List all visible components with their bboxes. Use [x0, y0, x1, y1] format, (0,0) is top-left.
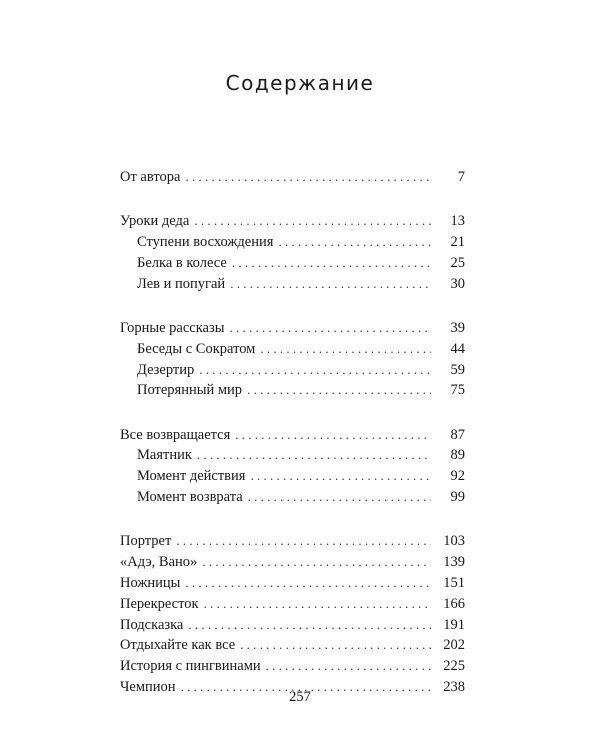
toc-subentry[interactable] [120, 339, 465, 360]
toc-entry-title: Горные рассказы [120, 319, 225, 336]
toc-entry[interactable] [120, 425, 465, 446]
toc-section-author [120, 167, 465, 188]
toc-entry-title: От автора [120, 169, 181, 185]
toc-entry-page: 7 [457, 169, 465, 185]
toc-entry-page: 151 [443, 574, 465, 591]
toc-entry-title: Чемпион [120, 678, 176, 695]
toc-entry[interactable] [120, 531, 465, 552]
dot-leader [185, 573, 431, 594]
toc-entry-title: Момент возврата [137, 489, 243, 506]
toc-entry-title: Дезертир [137, 361, 195, 378]
dot-leader [250, 466, 431, 487]
toc-entry-page: 166 [443, 595, 465, 612]
toc-entry-title: Белка в колесе [137, 254, 227, 271]
dot-leader [199, 360, 431, 381]
toc-entry-title: Уроки деда [120, 213, 190, 230]
toc-section-stories [120, 531, 465, 697]
toc-entry-page: 191 [443, 616, 465, 633]
toc-entry[interactable] [120, 635, 465, 656]
dot-leader [240, 635, 431, 656]
toc-subentry[interactable] [120, 466, 465, 487]
toc-subentry[interactable] [120, 274, 465, 295]
dot-leader [197, 445, 431, 466]
toc-entry-page: 89 [450, 447, 465, 464]
toc-entry-page: 13 [450, 213, 465, 230]
dot-leader [247, 380, 431, 401]
toc-entry-page: 87 [450, 426, 465, 443]
toc-entry-page: 92 [450, 468, 465, 485]
toc-entry-page: 103 [443, 533, 465, 550]
toc-subentry[interactable] [120, 360, 465, 381]
dot-leader [229, 318, 431, 339]
toc-entry-title: Потерянный мир [137, 382, 243, 399]
toc-entry-title: Перекресток [120, 595, 199, 612]
toc-section-everything-returns [120, 425, 465, 508]
dot-leader [266, 656, 431, 677]
toc-entry[interactable] [120, 318, 465, 339]
toc-entry-title: «Адэ, Вано» [120, 554, 198, 571]
toc-entry-title: Ступени восхождения [137, 234, 274, 251]
toc-entry[interactable] [120, 211, 465, 232]
toc-subentry[interactable] [120, 445, 465, 466]
toc-entry-title: Подсказка [120, 616, 184, 633]
toc-entry-title: Отдыхайте как все [120, 637, 236, 654]
toc-entry[interactable] [120, 656, 465, 677]
toc-entry[interactable] [120, 594, 465, 615]
dot-leader [232, 253, 431, 274]
toc-entry-page: 44 [450, 340, 465, 357]
toc-entry-page: 238 [443, 678, 465, 695]
dot-leader [185, 167, 431, 188]
toc-section-grandfather-lessons [120, 211, 465, 294]
toc-subentry[interactable] [120, 232, 465, 253]
toc-entry-title: Портрет [120, 533, 172, 550]
toc-entry-title: Маятник [137, 447, 192, 464]
toc-entry-title: Лев и попугай [137, 275, 226, 292]
toc-entry-title: Ножницы [120, 574, 181, 591]
toc-entry-page: 99 [450, 489, 465, 506]
toc-section-mountain-stories [120, 318, 465, 401]
toc-entry-title: Беседы с Сократом [137, 340, 256, 357]
dot-leader [202, 552, 431, 573]
toc-entry-title: Все возвращается [120, 426, 231, 443]
toc-subentry[interactable] [120, 487, 465, 508]
toc-entry-page: 202 [443, 637, 465, 654]
dot-leader [235, 425, 431, 446]
dot-leader [188, 615, 431, 636]
dot-leader [278, 232, 431, 253]
toc-entry-page: 59 [450, 361, 465, 378]
dot-leader [194, 211, 431, 232]
toc-entry[interactable] [120, 167, 465, 188]
toc-entry[interactable] [120, 573, 465, 594]
dot-leader [204, 594, 431, 615]
toc-entry[interactable] [120, 552, 465, 573]
dot-leader [176, 531, 431, 552]
toc-entry-page: 139 [443, 554, 465, 571]
toc-entry[interactable] [120, 615, 465, 636]
toc-entry-page: 30 [450, 275, 465, 292]
toc-subentry[interactable] [120, 380, 465, 401]
toc-entry-page: 75 [450, 382, 465, 399]
toc-entry-page: 25 [450, 254, 465, 271]
dot-leader [230, 274, 431, 295]
toc-entry-page: 225 [443, 658, 465, 675]
toc-entry-page: 39 [450, 319, 465, 336]
toc-entry-title: История с пингвинами [120, 658, 261, 675]
toc-subentry[interactable] [120, 253, 465, 274]
toc-entry-title: Момент действия [137, 468, 246, 485]
table-of-contents [120, 167, 465, 698]
dot-leader [248, 487, 431, 508]
page-number: 257 [289, 689, 311, 705]
dot-leader [260, 339, 431, 360]
toc-entry-page: 21 [450, 234, 465, 251]
page-title: Содержание [225, 71, 375, 95]
